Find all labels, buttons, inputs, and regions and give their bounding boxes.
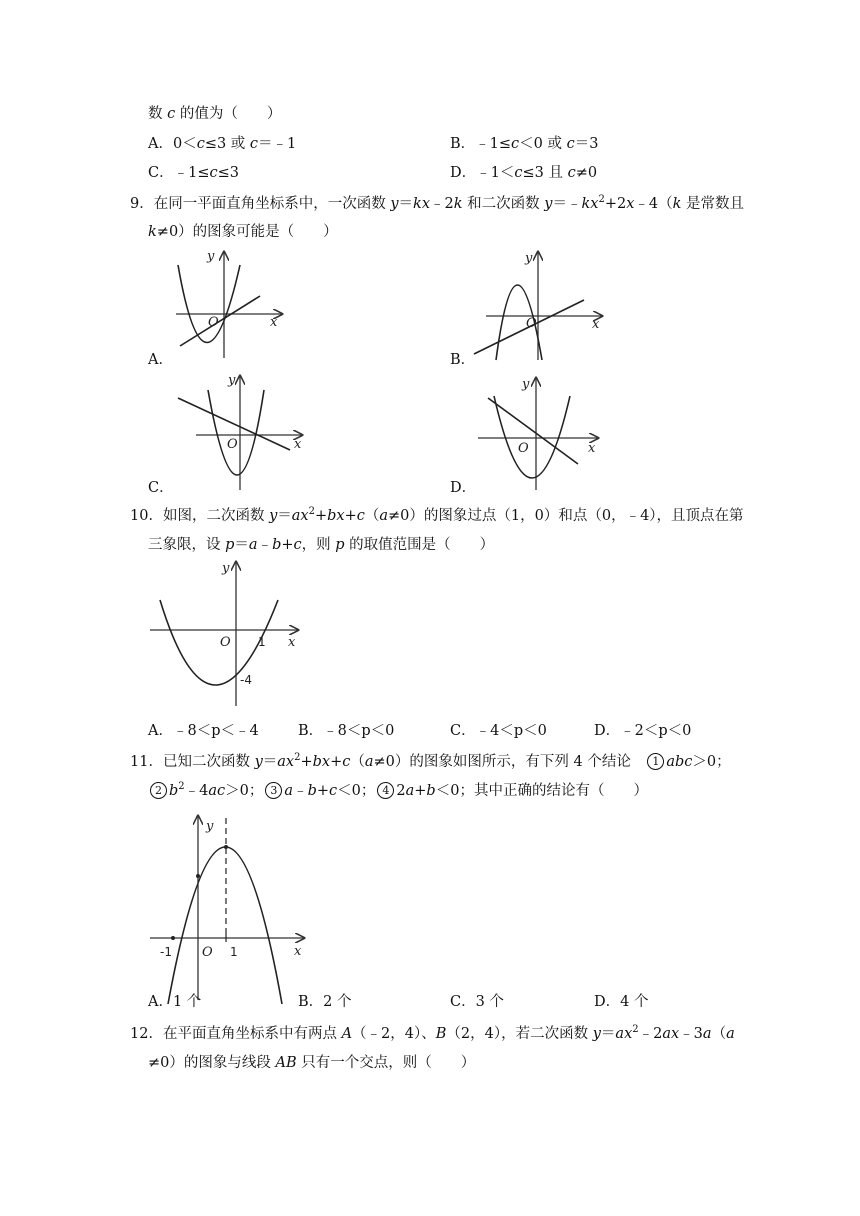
q8-stem-tail: 数 c 的值为（ ）	[148, 106, 282, 122]
q9-label-a: A．	[148, 352, 173, 368]
q10-one-label: 1	[258, 635, 266, 649]
q11-minus1-label: -1	[160, 945, 172, 959]
q9-stem-line2: k≠0）的图象可能是（ ）	[148, 224, 338, 240]
q11-origin: O	[202, 945, 213, 960]
q12-stem-line1: 12．在平面直角坐标系中有两点 A（﹣2，4）、B（2，4），若二次函数 $y=ax^2﹣2ax﹣3a(a$	[130, 1024, 735, 1042]
q9-label-b: B．	[450, 352, 476, 368]
q10-minus4-label: -4	[240, 673, 252, 687]
q10-x-label: x	[288, 635, 296, 650]
q11-option-a: A．1 个	[148, 994, 202, 1010]
q9-graph-b	[474, 251, 602, 360]
q12-stem-line2: ≠0）的图象与线段 AB 只有一个交点，则（ ）	[148, 1055, 476, 1071]
q10-graph	[150, 561, 298, 706]
q11-option-b: B．2 个	[298, 994, 352, 1010]
q10-stem-line2: 三象限，设 p＝a﹣b+c，则 p 的取值范围是（ ）	[148, 537, 495, 553]
q11-one-label: 1	[230, 945, 238, 959]
q8-option-d: D．﹣1＜c≤3 且 c≠0	[450, 165, 598, 181]
q11-x-label: x	[294, 944, 302, 959]
q8-option-b: B．﹣1≤c＜0 或 c＝3	[450, 136, 599, 152]
graph-c-y-label: y	[228, 373, 236, 388]
q10-option-b: B．﹣8＜p＜0	[298, 723, 395, 739]
q11-option-c: C．3 个	[450, 994, 504, 1010]
q8-option-c: C．﹣1≤c≤3	[148, 165, 239, 181]
graph-b-origin: O	[526, 316, 537, 331]
graph-a-y-label: y	[207, 249, 215, 264]
q11-graph	[150, 816, 304, 1004]
graph-c-x-label: x	[294, 437, 302, 452]
graph-b-x-label: x	[592, 317, 600, 332]
q10-option-a: A．﹣8＜p＜﹣4	[148, 723, 259, 739]
q9-graph-c	[178, 373, 302, 490]
q11-option-d: D．4 个	[594, 994, 649, 1010]
q9-label-d: D．	[450, 480, 477, 496]
q9-graph-d	[478, 377, 598, 490]
q11-stem-line2: 2 $b^2﹣4ac>0$； 3 a﹣b+c＜0； 4 2a+b＜0；其中正确的结论有（ ）	[148, 781, 648, 801]
q10-option-c: C．﹣4＜p＜0	[450, 723, 547, 739]
graph-b-y-label: y	[525, 251, 533, 266]
graph-d-x-label: x	[588, 441, 596, 456]
q10-origin: O	[220, 635, 231, 650]
q9-graph-a	[176, 249, 282, 358]
q9-stem-line1: 9．在同一平面直角坐标系中，一次函数 y＝kx﹣2k 和二次函数 $y=﹣kx^2+2x﹣4(k$ 是常数且	[130, 194, 745, 212]
q9-label-c: C．	[148, 480, 174, 496]
q10-option-d: D．﹣2＜p＜0	[594, 723, 692, 739]
graph-d-origin: O	[518, 441, 529, 456]
graph-d-y-label: y	[522, 377, 530, 392]
q8-option-a: A．0＜c≤3 或 c＝﹣1	[148, 136, 297, 152]
q11-stem-line1: 11．已知二次函数 $y=ax^2+bx+c(a\ne 0)$的图象如图所示，有下列 4 个结论 1 abc＞0；	[130, 752, 731, 770]
q10-stem-line1: 10．如图，二次函数 $y=ax^2+bx+c(a\ne 0)$的图象过点（1，0）和点（0，﹣4），且顶点在第	[130, 506, 744, 524]
q10-y-label: y	[222, 561, 230, 576]
graph-c-origin: O	[227, 437, 238, 452]
graph-a-x-label: x	[270, 315, 278, 330]
q11-y-label: y	[206, 819, 214, 834]
graph-a-origin: O	[208, 315, 219, 330]
